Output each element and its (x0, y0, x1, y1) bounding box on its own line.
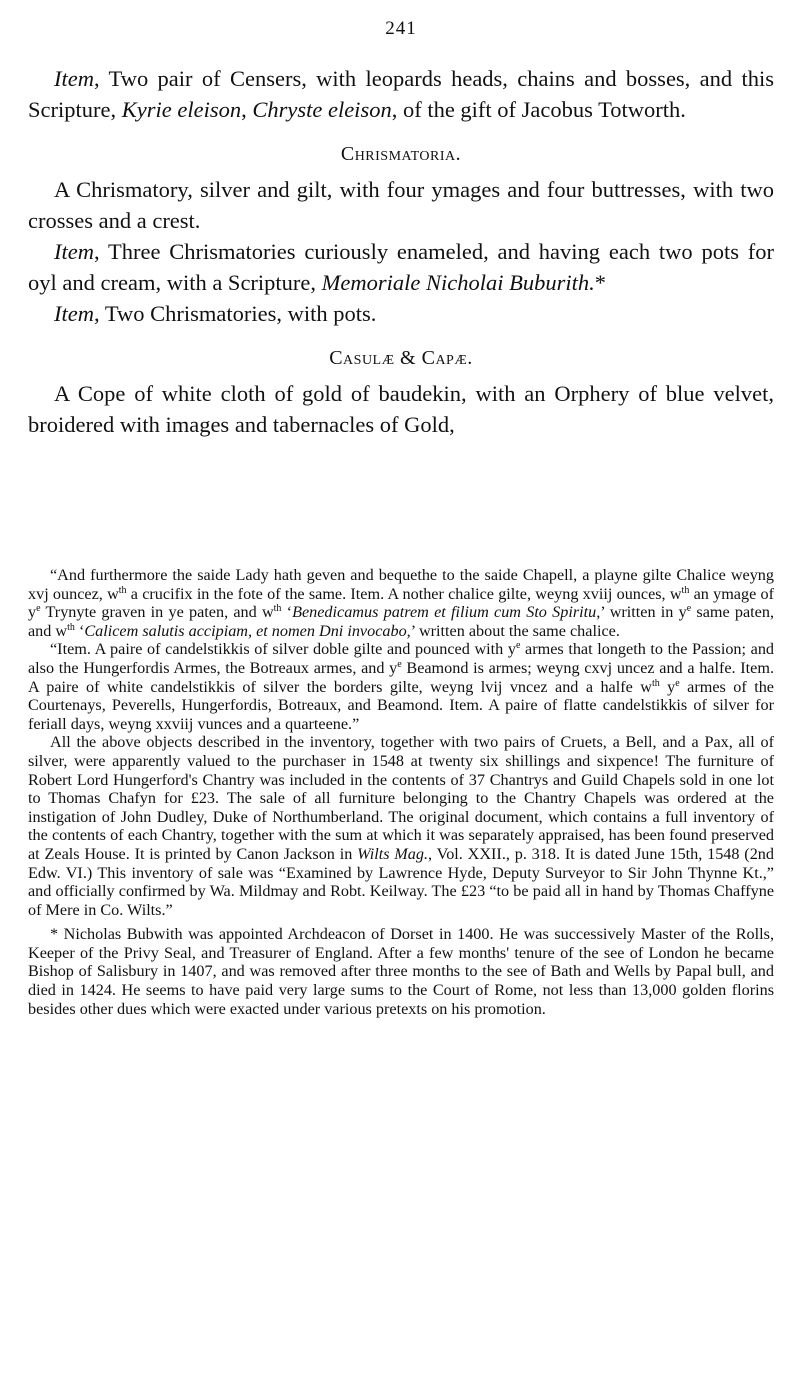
footnote-candlesticks-quote (28, 640, 774, 733)
superscript: e (515, 640, 521, 652)
paragraph-censers (28, 63, 774, 125)
paragraph-chrismatory: A Chrismatory, silver and gilt, with four ymages and four buttresses, with two crosses and a crest. (28, 177, 774, 233)
text-run: a crucifix in the fote of the same. Item. A nother chalice gilte, weyng xviij ounces, w (126, 584, 682, 603)
text-run: “Item. A paire of candelstikkis of silver doble gilte and pounced with y (50, 640, 516, 659)
paragraph-cope: A Cope of white cloth of gold of baudekin, with an Orphery of blue velvet, broidered with images and tabernacles of Gold, (28, 381, 774, 437)
footnote-inventory-note (28, 733, 774, 919)
section-heading-chrismatoria: Chrismatoria. (340, 143, 462, 165)
spacer (28, 125, 774, 139)
item-label: Item (54, 301, 94, 326)
superscript: th (273, 603, 282, 615)
latin-inscription: Benedicamus patrem et filium cum Sto Spiritu, (292, 603, 601, 622)
section-heading-casulae-capae: Casulæ & Capæ. (329, 347, 473, 369)
text-run: , Three Chrismatories curiously enameled, and having each two pots for oyl and cream, with a Scripture, (28, 239, 774, 295)
footnote-marker[interactable]: * (594, 270, 607, 295)
footnote-bubwith: * Nicholas Bubwith was appointed Archdeacon of Dorset in 1400. He was successively Master of the Rolls, Keeper of the Privy Seal, and Treasurer of England. After a few months' tenure of the see of London he became Bishop of Salisbury in 1407, and was removed after three months to the see of Bath and Wells by Papal bull, and died in 1424. He seems to have paid very large sums to the Court of Rome, not less than 13,000 golden florins besides other dues which were exacted under various pretexts on his promotion. (28, 925, 774, 1018)
text-run: ’ written about the same chalice. (410, 621, 620, 640)
spacer (28, 329, 774, 343)
text-run: ‘ (74, 621, 85, 640)
text-run: , of the gift of Jacobus Totworth. (391, 97, 686, 122)
text-run: Beamond is armes; weyng cxvj uncez and a halfe. Item. A paire of white candelstikkis of silver the borders gilte, weyng lvij vncez and a halfe w (28, 658, 774, 696)
superscript: th (681, 584, 690, 596)
text-run: y (659, 677, 676, 696)
text-run: Trynyte graven in ye paten, and w (40, 603, 274, 622)
superscript: th (651, 677, 660, 689)
superscript: e (397, 658, 402, 670)
latin-phrase: Memoriale Nicholai Buburith. (321, 270, 595, 295)
text-run: “And furthermore the saide Lady hath geven and bequethe to the saide Chapell, a playne gilte Chalice weyng xvj ouncez, w (28, 566, 774, 603)
text-run: , Vol. XXII., p. 318. It is dated June 15th, 1548 (2nd Edw. VI.) This inventory of sale was “Examined by Lawrence Hyde, Deputy Surveyor to Sir John Thynne Kt.,” and officially confirmed by Wa. Mildmay and Robt. Keilway. The £23 “to be paid all in hand by Thomas Chaffyne of Mere in Co. Wilts.” (28, 844, 774, 919)
superscript: th (67, 621, 75, 633)
latin-phrase: Chryste eleison (252, 97, 392, 122)
superscript: th (118, 584, 127, 596)
footnote-chalice-quote (28, 566, 774, 640)
item-label: Item (54, 66, 94, 91)
superscript: e (36, 603, 41, 615)
text-run: All the above objects described in the inventory, together with two pairs of Cruets, a Bell, and a Pax, all of silver, were apparently valued to the purchaser in 1548 at twenty six shillings and sixpence! The furniture of Robert Lord Hungerford's Chantry was included in the contents of 37 Chantrys and Guild Chapels sold in one lot to Thomas Chafyn for £23. The sale of all furniture belonging to the Chantry Chapels was ordered at the instigation of John Dudley, Duke of Northumberland. The original document, which contains a full inventory of the contents of each Chantry, together with the sum at which it was separately appraised, has been found preserved at Zeals House. It is printed by Canon Jackson in (28, 733, 774, 863)
paragraph-three-chrismatories (28, 236, 774, 298)
text-run: armes of the Courtenays, Peverells, Hungerfordis, Botreaux, and Beamond. Item. A paire of flatte candelstikkis of silver for feriall days, weyng xxviij vunces and a quarteene.” (28, 677, 774, 733)
item-label: Item (54, 239, 94, 264)
main-text (28, 63, 774, 440)
text-run: same paten, and w (28, 603, 774, 640)
text-run: , Two pair of Censers, with leopards heads, chains and bosses, and this Scripture, (28, 66, 774, 122)
text-run: ‘ (281, 603, 293, 622)
text-run: armes that longeth to the Passion; and also the Hungerfordis Armes, the Botreaux armes, and y (28, 640, 775, 677)
text-run: , Two Chrismatories, with pots. (93, 301, 377, 326)
superscript: e (675, 677, 680, 689)
footnotes (28, 566, 774, 1018)
latin-phrase: Kyrie eleison (121, 97, 242, 122)
superscript: e (686, 603, 692, 615)
text-run: , (241, 97, 253, 122)
text-run: an ymage of y (28, 584, 774, 622)
page-number: 241 (385, 18, 417, 39)
journal-title: Wilts Mag. (357, 844, 429, 863)
text-run: ’ written in y (600, 603, 687, 622)
latin-inscription: Calicem salutis accipiam, et nomen Dni invocabo, (84, 621, 411, 640)
paragraph-two-chrismatories (28, 298, 774, 329)
